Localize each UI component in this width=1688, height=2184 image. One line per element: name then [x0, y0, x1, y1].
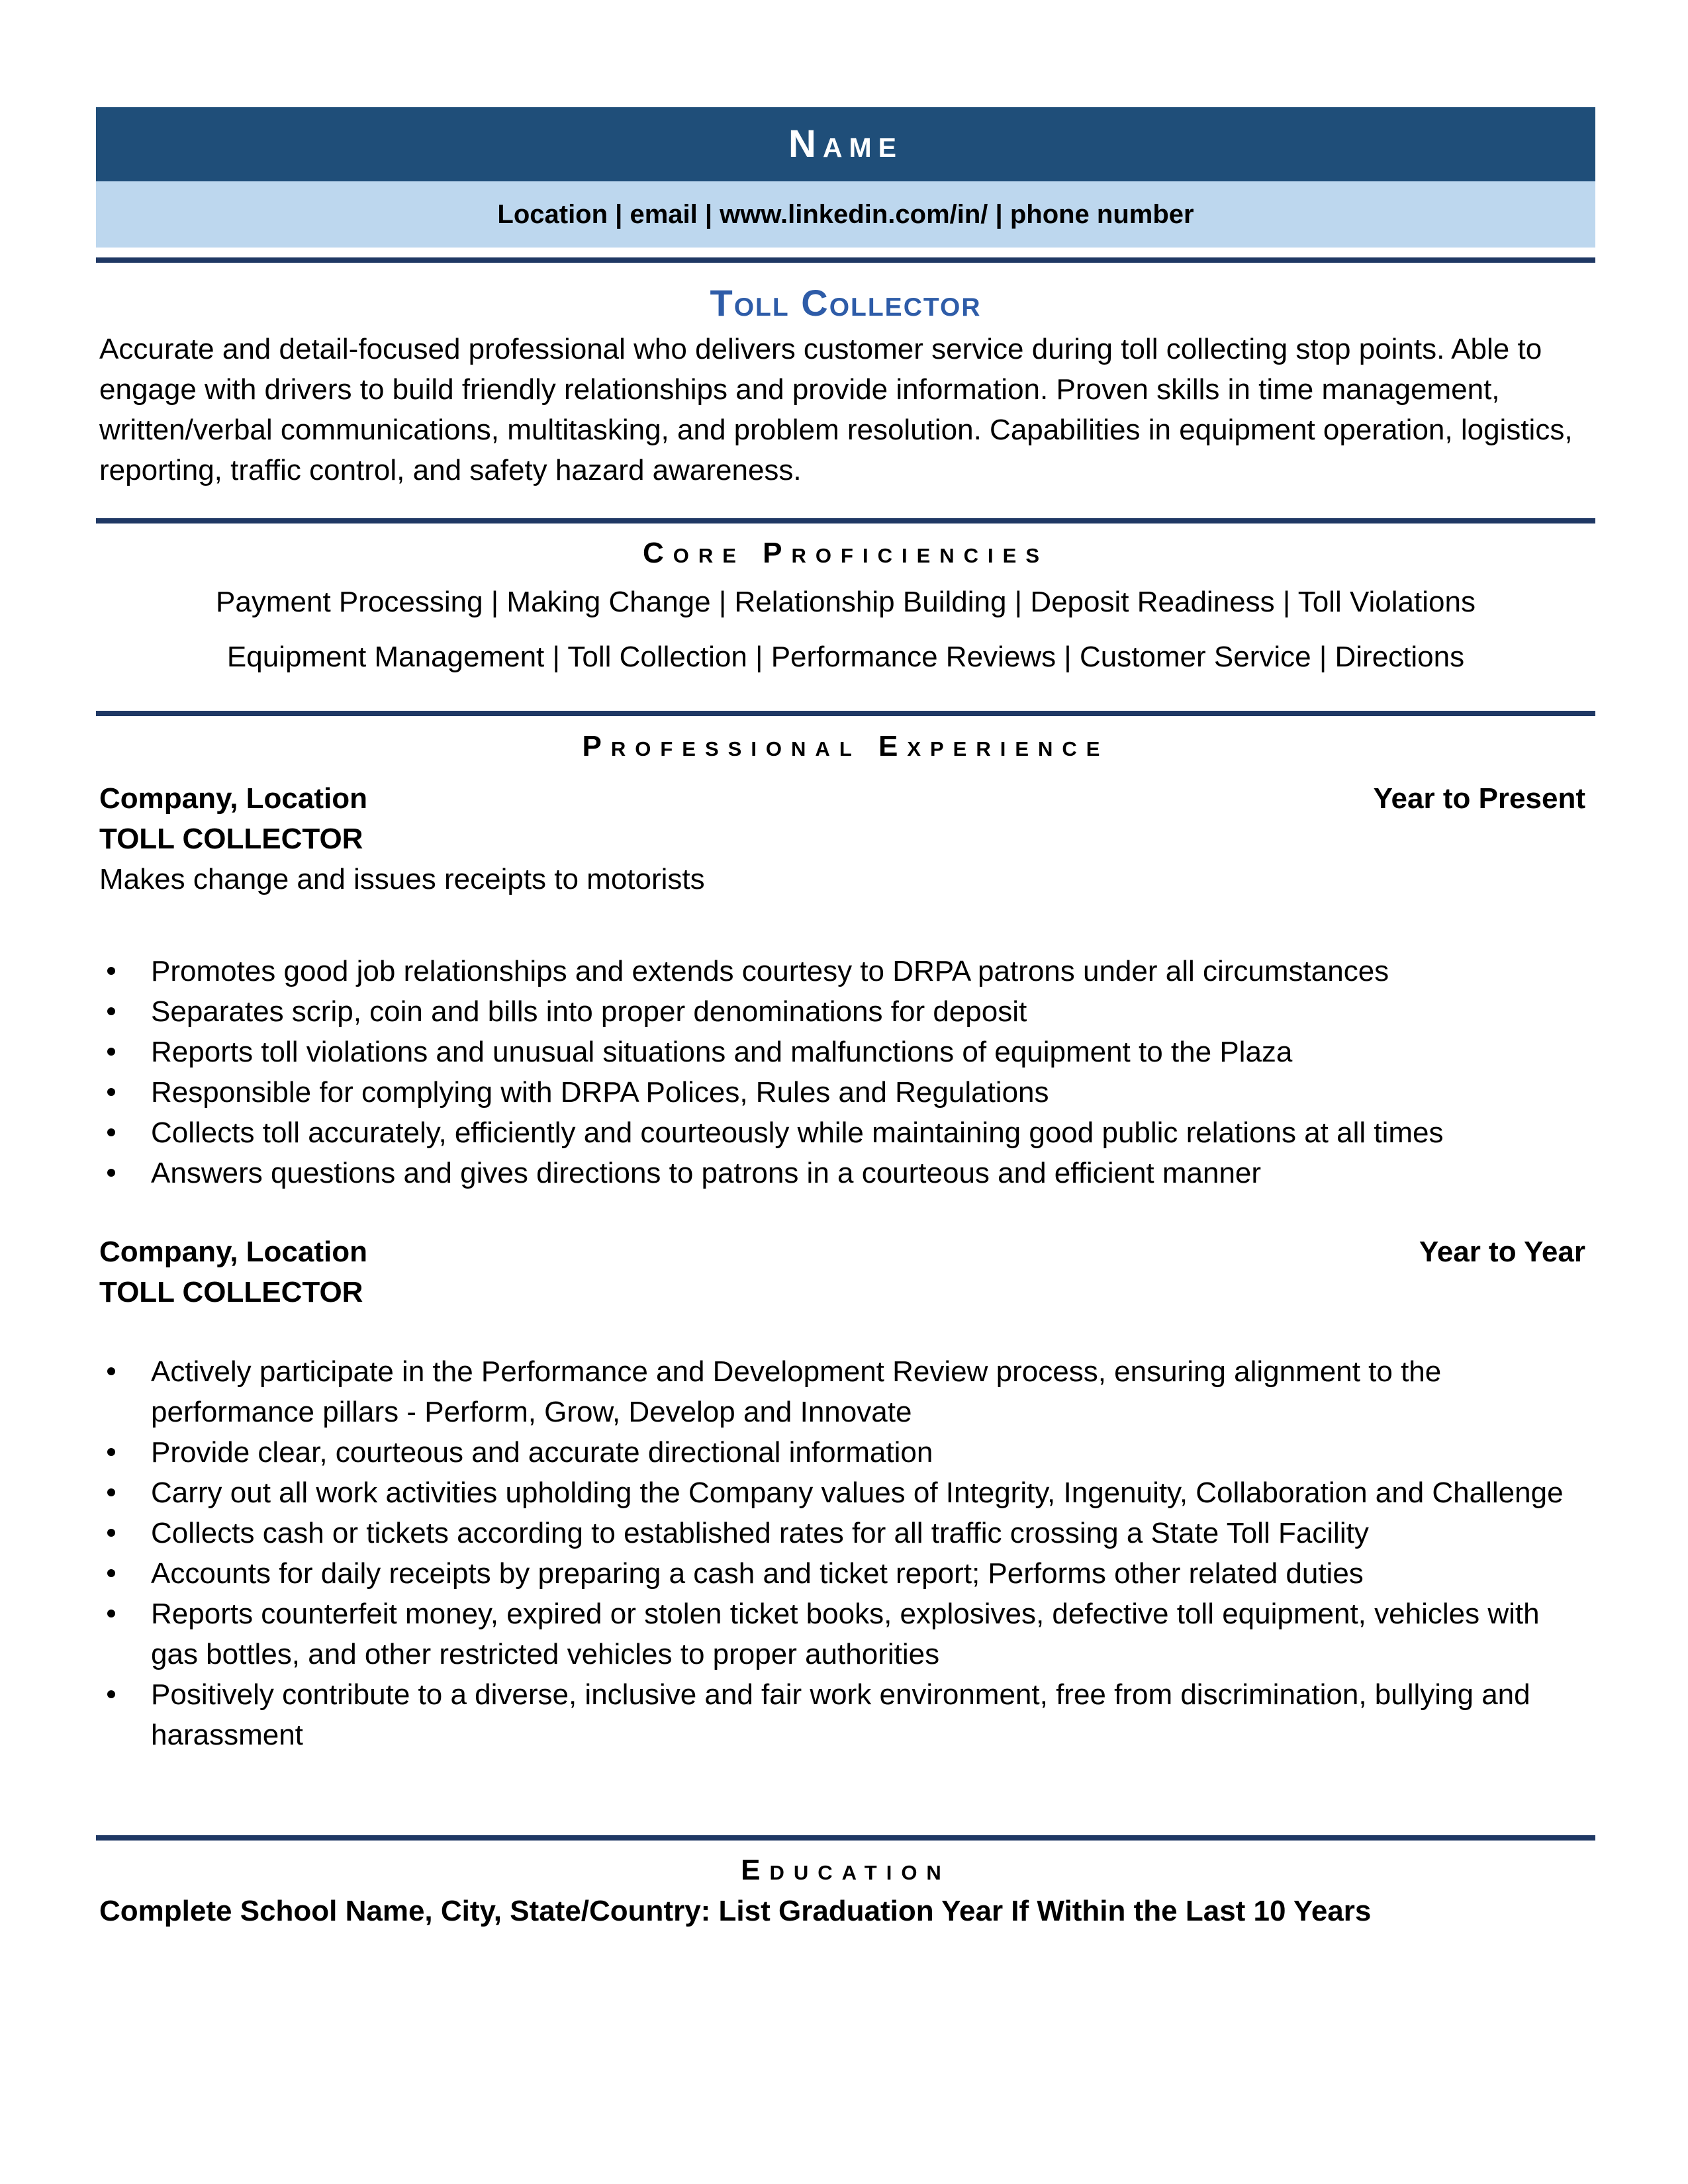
- company-location: Company, Location: [99, 1236, 367, 1268]
- bullet-icon: [107, 1128, 115, 1136]
- list-item: Accounts for daily receipts by preparing a cash and ticket report; Performs other related duties: [99, 1553, 1572, 1594]
- bullet-icon: [107, 1569, 115, 1577]
- list-item: Separates scrip, coin and bills into proper denominations for deposit: [99, 991, 1572, 1032]
- list-item: Responsible for complying with DRPA Polices, Rules and Regulations: [99, 1072, 1572, 1113]
- bullet-icon: [107, 1690, 115, 1698]
- job-dates: Year to Present: [1373, 782, 1585, 815]
- bullet-icon: [107, 1488, 115, 1496]
- list-item: Collects toll accurately, efficiently and courteously while maintaining good public relations at all times: [99, 1113, 1572, 1153]
- list-item: Collects cash or tickets according to established rates for all traffic crossing a State Toll Facility: [99, 1513, 1572, 1553]
- divider: [96, 257, 1595, 263]
- name-heading: Name: [96, 107, 1595, 181]
- list-item: Reports toll violations and unusual situations and malfunctions of equipment to the Plaza: [99, 1032, 1572, 1072]
- job-bullets: [99, 1351, 1572, 1755]
- job-header: [99, 1232, 1585, 1272]
- section-heading-education: Education: [741, 1854, 951, 1886]
- section-heading-experience: Professional Experience: [582, 730, 1109, 762]
- summary-text: Accurate and detail-focused professional who delivers customer service during toll collecting stop points. Able to engage with drivers to build friendly relationships and provide information. Proven skills in time management, written/verbal communications, multitasking, and problem resolution. Capabilities in equipment operation, logistics, reporting, traffic control, and safety hazard awareness.: [99, 333, 1573, 486]
- bullet-icon: [107, 1367, 115, 1375]
- bullet-icon: [107, 1610, 115, 1617]
- bullet-icon: [107, 1529, 115, 1537]
- list-item: Answers questions and gives directions to patrons in a courteous and efficient manner: [99, 1153, 1572, 1193]
- bullet-icon: [107, 1048, 115, 1056]
- job-role: TOLL COLLECTOR: [99, 823, 363, 855]
- divider: [96, 518, 1595, 523]
- job-role: TOLL COLLECTOR: [99, 1276, 363, 1308]
- bullet-icon: [107, 967, 115, 975]
- divider: [96, 711, 1595, 716]
- job-description: Makes change and issues receipts to motorists: [99, 863, 705, 895]
- proficiency-line: Equipment Management | Toll Collection | Performance Reviews | Customer Service | Directions: [226, 641, 1465, 673]
- divider: [96, 1835, 1595, 1841]
- section-heading-proficiencies: Core Proficiencies: [643, 537, 1049, 569]
- bullet-icon: [107, 1007, 115, 1015]
- list-item: Reports counterfeit money, expired or stolen ticket books, explosives, defective toll equipment, vehicles with gas bottles, and other restricted vehicles to proper authorities: [99, 1594, 1572, 1674]
- bullet-icon: [107, 1088, 115, 1096]
- job-header: [99, 779, 1585, 819]
- job-title: Toll Collector: [710, 282, 982, 324]
- list-item: Provide clear, courteous and accurate directional information: [99, 1432, 1572, 1473]
- bullet-icon: [107, 1169, 115, 1177]
- contact-info: Location | email | www.linkedin.com/in/ | phone number: [96, 181, 1595, 248]
- job-dates: Year to Year: [1419, 1236, 1585, 1268]
- list-item: Carry out all work activities upholding the Company values of Integrity, Ingenuity, Collaboration and Challenge: [99, 1473, 1572, 1513]
- company-location: Company, Location: [99, 782, 367, 815]
- bullet-icon: [107, 1448, 115, 1456]
- list-item: Promotes good job relationships and extends courtesy to DRPA patrons under all circumstances: [99, 951, 1572, 991]
- proficiency-line: Payment Processing | Making Change | Relationship Building | Deposit Readiness | Toll Violations: [216, 586, 1476, 618]
- list-item: Positively contribute to a diverse, inclusive and fair work environment, free from discrimination, bullying and harassment: [99, 1674, 1572, 1755]
- education-entry: Complete School Name, City, State/Country: List Graduation Year If Within the Last 10 Years: [99, 1895, 1372, 1927]
- job-bullets: [99, 951, 1572, 1193]
- list-item: Actively participate in the Performance and Development Review process, ensuring alignment to the performance pillars - Perform, Grow, Develop and Innovate: [99, 1351, 1572, 1432]
